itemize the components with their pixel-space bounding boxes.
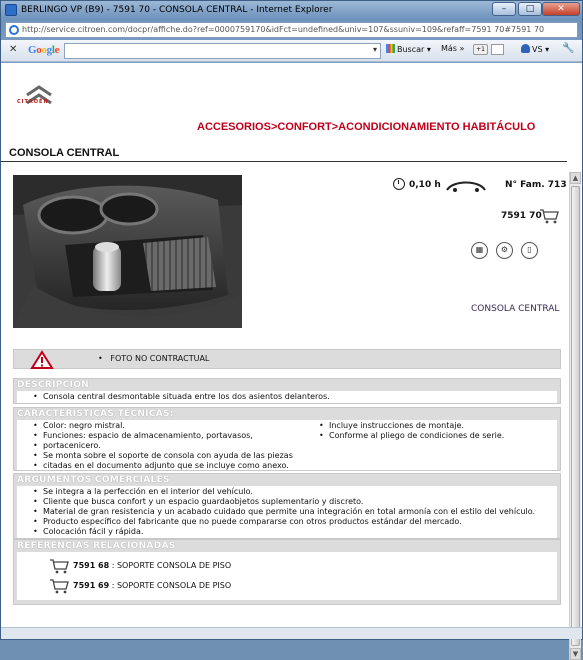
product-side-label: CONSOLA CENTRAL xyxy=(471,304,560,314)
warning-text: • FOTO NO CONTRACTUAL xyxy=(98,354,210,363)
labour-time: 0,10 h xyxy=(393,178,441,190)
breadcrumb: ACCESORIOS>CONFORT>ACONDICIONAMIENTO HABITÁCULO xyxy=(197,121,536,133)
chevron-down-icon[interactable]: ▾ xyxy=(372,45,377,54)
buscar-button[interactable]: Buscar ▾ xyxy=(386,44,431,54)
book-icon[interactable]: ▯ xyxy=(521,242,538,259)
section-caracteristicas xyxy=(13,407,561,471)
parts-grid-icon[interactable]: ▦ xyxy=(471,242,488,259)
list-item: • Colocación fácil y rápida. xyxy=(21,527,553,537)
related-reference[interactable]: 7591 68 : SOPORTE CONSOLA DE PISO xyxy=(73,561,232,570)
ie-page-icon xyxy=(9,25,19,35)
section-heading: CARACTERÍSTICAS TÉCNICAS: xyxy=(17,409,174,419)
cart-icon[interactable] xyxy=(49,558,69,574)
list-item: • Producto específico del fabricante que no puede compararse con otros productos estándar del mercado. xyxy=(21,517,553,527)
related-reference-row[interactable] xyxy=(21,576,553,596)
list-item: • Funciones: espacio de almacenamiento, portavasos, xyxy=(21,431,293,441)
list-item-continued: • citadas en el documento adjunto que se incluye como anexo. xyxy=(21,461,293,471)
list-item: • Conforme al pliego de condiciones de serie. xyxy=(307,431,504,441)
cart-icon[interactable] xyxy=(539,208,559,224)
page-title: CONSOLA CENTRAL xyxy=(9,147,120,159)
reference-number: 7591 70 xyxy=(501,211,542,221)
list-item: • Incluye instrucciones de montaje. xyxy=(307,421,504,431)
scroll-down-arrow-icon[interactable]: ▼ xyxy=(570,648,581,660)
list-item: • Se integra a la perfección en el interior del vehículo. xyxy=(21,487,553,497)
toolbar-close-button[interactable]: ✕ xyxy=(9,44,18,55)
list-item: • Color: negro mistral. xyxy=(21,421,293,431)
window-title: BERLINGO VP (B9) - 7591 70 - CONSOLA CENTRAL - Internet Explorer xyxy=(21,5,333,15)
list-item: • Se monta sobre el soporte de consola con ayuda de las piezas xyxy=(21,451,293,461)
cart-icon[interactable] xyxy=(49,578,69,594)
address-url[interactable]: http://service.citroen.com/docpr/affiche.do?ref=0000759170&idFct=undefined&univ=107&ssuniv=109&refaff=7591 70#7591 70 xyxy=(22,25,545,34)
assembly-icon[interactable]: ⚙ xyxy=(496,242,513,259)
vertical-scrollbar[interactable] xyxy=(569,172,581,660)
google-search-input[interactable] xyxy=(64,43,381,59)
plus-one-button[interactable]: +1 xyxy=(473,44,488,55)
google-toolbar xyxy=(1,40,582,62)
list-item: • Cliente que busca confort y un espacio guardaobjetos suplementario y discreto. xyxy=(21,497,553,507)
logo-wordmark: CITROËN xyxy=(17,99,49,105)
google-logo[interactable]: Google xyxy=(28,44,60,56)
list-item-continued: • portacenicero. xyxy=(21,441,293,451)
product-photo xyxy=(13,175,242,328)
citroen-logo xyxy=(21,81,57,111)
section-heading: DESCRIPCIÓN xyxy=(17,380,90,390)
title-bar[interactable] xyxy=(1,1,582,19)
section-heading: REFERENCIAS RELACIONADAS xyxy=(17,541,176,551)
related-reference-row[interactable] xyxy=(21,556,553,576)
title-divider xyxy=(1,161,567,162)
scrollbar-thumb[interactable] xyxy=(571,186,580,646)
google-g-icon xyxy=(386,44,395,53)
address-bar[interactable] xyxy=(5,22,578,38)
section-argumentos xyxy=(13,473,561,539)
status-bar xyxy=(1,627,582,639)
user-menu[interactable]: VS ▾ xyxy=(521,44,549,54)
related-reference[interactable]: 7591 69 : SOPORTE CONSOLA DE PISO xyxy=(73,581,232,590)
section-referencias xyxy=(13,539,561,605)
scroll-up-arrow-icon[interactable]: ▲ xyxy=(570,172,581,184)
user-icon xyxy=(521,44,530,53)
internet-explorer-icon xyxy=(5,4,17,16)
warning-icon xyxy=(31,351,53,369)
more-button[interactable]: Más » xyxy=(441,44,465,53)
list-item: • Material de gran resistencia y un acabado cuidado que permite una integración en total armonía con el estilo del vehículo. xyxy=(21,507,553,517)
section-descripcion xyxy=(13,378,561,404)
section-heading: ARGUMENTOS COMERCIALES xyxy=(17,475,170,485)
list-item: • Consola central desmontable situada entre los dos asientos delanteros. xyxy=(21,392,553,402)
page-viewport xyxy=(1,63,582,658)
warning-row xyxy=(13,349,561,369)
minimize-button[interactable]: – xyxy=(492,2,516,16)
family-number: N° Fam. 713 xyxy=(505,180,567,190)
car-lift-icon xyxy=(445,178,487,192)
toolbar-checkbox[interactable] xyxy=(491,44,504,55)
maximize-button[interactable]: □ xyxy=(518,2,542,16)
clock-icon xyxy=(393,178,405,190)
close-button[interactable]: ✕ xyxy=(542,2,580,16)
document-icons xyxy=(471,242,546,259)
wrench-icon[interactable]: 🔧 xyxy=(562,43,575,54)
